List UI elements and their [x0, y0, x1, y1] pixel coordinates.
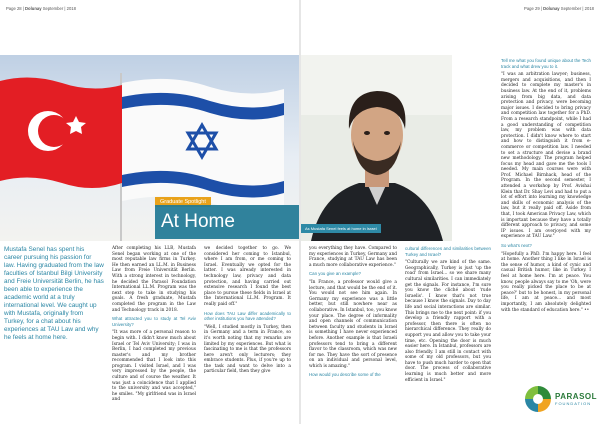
portrait-photo: [301, 55, 452, 241]
question: How would you describe some of the: [309, 372, 381, 378]
right-page: [301, 0, 600, 424]
question: Can you give an example?: [309, 271, 361, 277]
left-page: [0, 0, 299, 424]
body-column-2: [204, 246, 291, 378]
body-column-5: [501, 58, 591, 316]
logo-sub: FOUNDATION: [555, 401, 592, 406]
paragraph: "I was an arbitration lawyer; business, mergers and acquisitions, and then I decided to complete my master's in business law. At the end of it, problems arising from big data, and data protection and privacy, were becoming major issues. I decided to bring privacy and competition law together for a PhD. From a research standpoint, while I had a good understanding of competition law, my problem was with data protection. I didn't know where to start and how to distinguish it from e-commerce or competition law. I needed to set a structure and devise a brand new methodology. The program helped focus my head and gave me the tools I needed. My main courses were with Prof. Michael Birnhack, head of the Program. In the second semester, I attended a workshop by Prof. Avishai Klein that Dr. Shay Levi and had to put a lot of effort into learning my knowledge and skills of economic analysis of the law, but it really paid off. Aside from that, I took American Privacy Law, which is important because they have a totally different approach to privacy, and some IP issues. I am overjoyed with my experience at TAU Law.": [501, 72, 591, 240]
portrait-illustration: [301, 55, 452, 241]
paragraph: you everything they have. Compared to my experiences in Turkey, Germany and France, studying at TAU Law has been a much more collaborative experience.": [309, 246, 397, 268]
page-title: At Home: [155, 205, 299, 239]
question: So what's next?: [501, 243, 532, 248]
body-column-3: [309, 246, 397, 381]
paragraph: "Culturally we are kind of the same. Geographically, Turkey is just 'up the road' from Israel... so we share many cultural similarities. I can immediately get the signals. For instance, I'm sure you know the cliché about 'rude Israelis'. I know that's not true because I know the signals. Day to day life and social interactions are similar. This brings me to the next point: if you develop a friendly rapport with a professor, then there is often no hierarchical difference. They really do support you and allow you to take your time, etc. Opening the door is much easier here. In Istanbul, professors are also friendly. I am still in contact with some of my old professors, but you have to push much harder to open that door. The process of collaborative learning is much better and more efficient in Israel.": [405, 260, 491, 383]
question: What attracted you to study at Tel Aviv University?: [112, 316, 196, 327]
parasol-logo-icon: [525, 386, 551, 412]
paragraph: "In France, a professor would give a lecture, and that would be the end of it. You would not see him again. In Germany my experience was a little better, but still nowhere near as collaborative. In Istanbul, too, you know your place. The degree of informality and open channels of communication between faculty and students in Israel is something I have never experienced before. Another example is that Israeli professors tend to bring a different flavor to the classroom, which was new for me. They have the sort of presence on an individual and personal level, which is amazing.": [309, 279, 397, 369]
body-column-1: [112, 246, 196, 406]
question: Tell me what you found unique about the Tech track and what drew you to it.: [501, 58, 591, 69]
paragraph: "It was more of a personal reason to begin with. I didn't know much about Israel or Tel Aviv University; I was in Berlin, I had completed my previous master's and my brother recommended that I look into this program. I visited Israel, and I was very impressed by the people, the culture and of course the weather. It was just a coincidence that I applied to the university and was accepted," he smiles. "My girlfriend was in Israel and: [112, 330, 196, 403]
left-folio: Page 28 | Dolunay September | 2018: [6, 6, 76, 11]
question: cultural differences and similarities between Turkey and Israel?: [405, 246, 491, 257]
logo-name: PARASOL: [555, 392, 598, 401]
right-folio: Page 29 | Dolunay September | 2018: [524, 6, 594, 11]
paragraph: "Well, I studied mostly in Turkey, then in Germany and a term in France, so it's worth noting that my remarks are limited by my experiences. But what is fascinating to me is that the professors here aren't only lecturers; they embrace students. Plus, if you're up to the task and want to delve into a particular field, then they give: [204, 324, 291, 375]
question: How does TAU Law differ academically to other institutions you have attended?: [204, 310, 291, 322]
paragraph: we decided together to go. We considered her coming to Istanbul, where I am from, or me coming to Israel. Eventually we opted for the latter. I was already interested in technology law, privacy and data protection, and having carried out extensive research I found the best place to pursue these fields in Israel at the International LL.M. Program. It really paid off.": [204, 246, 291, 307]
paragraph: After completing his LLB, Mustafa Senel began working at one of the most reputable law firms in Turkey. He then earned an LL.M. in Business Law from Freie Universität Berlin. With a strong interest in technology, he decided the Parasol Foundation International LL.M. Program was the next step to take in studying his goals. A fresh graduate, Mustafa completed the program in the Law and Technology track in 2018.: [112, 246, 196, 313]
paragraph: "Hopefully a PhD. I'm happy here. I feel at home. Another thing I like in Israel is the sense of humor, a kind of cynic and casual British humor, like in Turkey. I feel at home here. I'm at peace. You know, people always say to me 'Oh, were you really picked the place to be at peace?' but to be honest, in my personal life, I am at peace... and most importantly, I am absolutely delighted with the standard of education here." ••: [501, 251, 591, 313]
intro-text: Mustafa Senel has spent his career pursuing his passion for law. Having graduated from the law faculties of Istanbul Bilgi University and Freie Universität Berlin, he has been able to experience the academic world at a truly international level. We caught up with Mustafa, originally from Turkey, for a chat about his experiences at TAU Law and why he feels at home here.: [4, 246, 104, 341]
body-column-4: [405, 246, 491, 386]
photo-caption: As Mustafa Senel feels at home in Israel: [301, 224, 381, 233]
section-label: Graduate Spotlight: [155, 197, 211, 207]
parasol-logo: [525, 386, 597, 412]
